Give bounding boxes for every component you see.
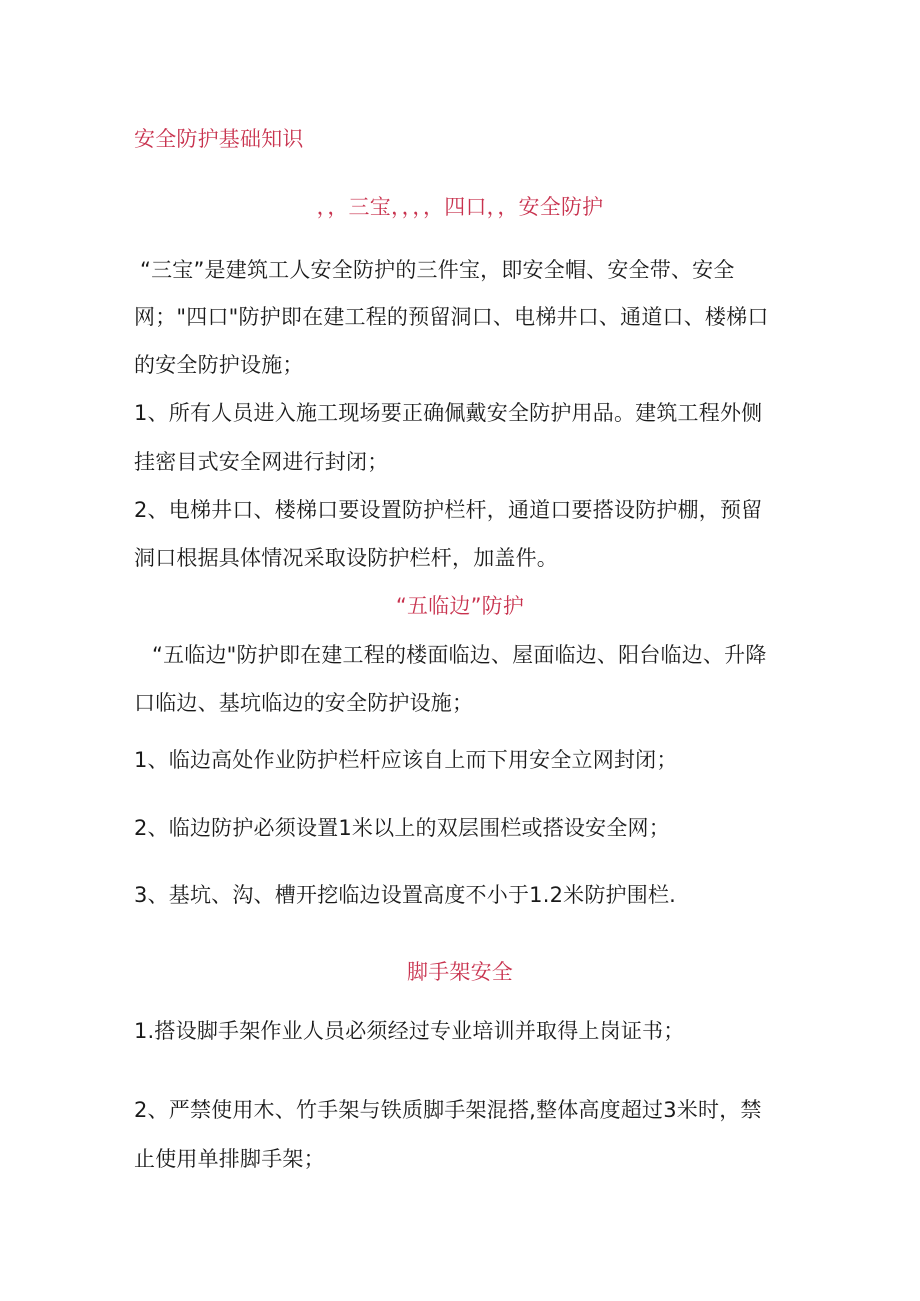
section-heading-three-treasures: ，，三宝，，，，四口，，安全防护 [316, 195, 604, 219]
paragraph-line: “五临边"防护即在建工程的楼面临边、屋面临边、阳台临边、升降 [152, 643, 767, 667]
list-item-line: 2、电梯井口、楼梯口要设置防护栏杆，通道口要搭设防护棚，预留 [134, 498, 763, 522]
section-heading-five-edges: “五临边”防护 [395, 594, 525, 618]
list-item-line: 洞口根据具体情况采取设防护栏杆，加盖件。 [134, 546, 558, 570]
list-item-line: 1、所有人员进入施工现场要正确佩戴安全防护用品。建筑工程外侧 [134, 401, 763, 425]
paragraph-line: 口临边、基坑临边的安全防护设施； [134, 691, 474, 715]
paragraph-line: “三宝”是建筑工人安全防护的三件宝，即安全帽、安全带、安全 [140, 258, 735, 282]
doc-title: 安全防护基础知识 [134, 127, 304, 151]
list-item-line: 2、临边防护必须设置1米以上的双层围栏或搭设安全网； [134, 816, 670, 840]
list-item-line: 止使用单排脚手架； [134, 1147, 325, 1171]
list-item-line: 3、基坑、沟、槽开挖临边设置高度不小于1.2米防护围栏. [134, 883, 677, 907]
list-item-line: 2、严禁使用木、竹手架与铁质脚手架混搭,整体高度超过3米时，禁 [134, 1098, 762, 1122]
paragraph-line: 的安全防护设施； [134, 353, 304, 377]
paragraph-line: 网；"四口"防护即在建工程的预留洞口、电梯井口、通道口、楼梯口 [134, 305, 769, 329]
list-item-line: 1、临边高处作业防护栏杆应该自上而下用安全立网封闭； [134, 748, 678, 772]
list-item-line: 1.搭设脚手架作业人员必须经过专业培训并取得上岗证书； [134, 1019, 685, 1043]
list-item-line: 挂密目式安全网进行封闭； [134, 450, 389, 474]
section-heading-scaffold-safety: 脚手架安全 [407, 960, 513, 984]
